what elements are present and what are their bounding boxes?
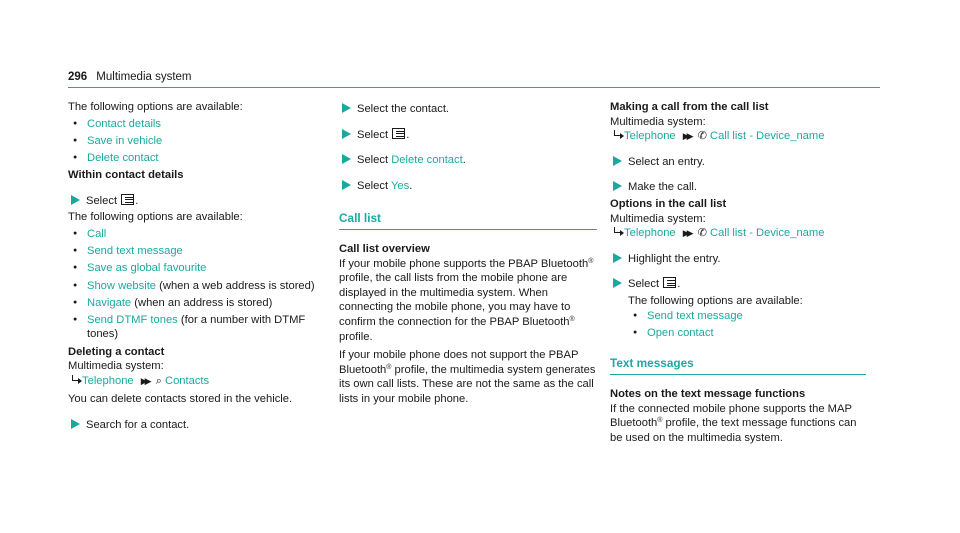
- option-save-in-vehicle[interactable]: ● Save in vehicle: [68, 134, 318, 149]
- option-send-dtmf: [68, 313, 318, 342]
- subheading-call-list-overview: Call list overview: [339, 242, 430, 255]
- path-separator-icon: ▶▶: [140, 375, 149, 386]
- paragraph-1: If your mobile phone supports the PBAP Bluetooth® profile, the call lists from the mobile phone are displayed in the multimedia system. When connecting the mobile phone, you may have to confirm the connection for the PBAP Bluetooth® profile.: [339, 257, 594, 343]
- option-send-text-message[interactable]: ● Send text message: [628, 309, 866, 324]
- path-separator-icon: ▶▶: [682, 131, 691, 142]
- phone-icon: ✆: [697, 227, 707, 240]
- mm-system-label: Multimedia system:: [610, 115, 706, 128]
- option-send-text-message[interactable]: ● Send text message: [68, 244, 318, 259]
- page-header: [68, 70, 880, 88]
- step-select-yes: Select Yes.: [339, 179, 597, 194]
- menu-icon: [663, 277, 676, 288]
- phone-icon: ✆: [697, 130, 707, 143]
- step-arrow-icon: [71, 195, 80, 205]
- step-search: [68, 418, 318, 433]
- delete-contact-link[interactable]: Delete contact: [391, 154, 463, 167]
- step-arrow-icon: [613, 253, 622, 263]
- options-list: [68, 117, 318, 166]
- step-text: Search for a contact.: [86, 419, 190, 432]
- option-send-dtmf-note: (for a number with DTMF tones): [87, 313, 306, 341]
- option-show-website: [68, 279, 318, 294]
- option-contact-details[interactable]: ● Contact details: [68, 117, 318, 132]
- step-arrow-icon: [342, 129, 351, 139]
- path-contacts[interactable]: Contacts: [164, 374, 210, 387]
- column-left: [68, 100, 318, 435]
- step-text: Select: [628, 278, 660, 291]
- column-right: [610, 100, 866, 447]
- page-number: 296: [68, 71, 88, 83]
- step-select-menu: Select .: [339, 128, 597, 143]
- column-middle: [339, 100, 597, 409]
- yes-link[interactable]: Yes: [391, 179, 410, 192]
- menu-path: [610, 129, 866, 144]
- menu-path: [68, 374, 318, 389]
- step-arrow-icon: [613, 278, 622, 288]
- option-navigate-note: (when an address is stored): [131, 296, 273, 309]
- menu-path-2: [610, 226, 866, 241]
- step-text: Select: [86, 194, 118, 207]
- page-title: Multimedia system: [96, 71, 192, 83]
- option-show-website-note: (when a web address is stored): [156, 279, 315, 292]
- delete-note: You can delete contacts stored in the vehicle.: [68, 393, 293, 406]
- step-text: Select: [357, 179, 391, 192]
- step-arrow-icon: [342, 180, 351, 190]
- step-text: Highlight the entry.: [628, 252, 721, 265]
- search-icon: ⌕: [155, 374, 162, 387]
- step-highlight: [610, 252, 866, 267]
- section-text-messages: Text messages: [610, 356, 866, 375]
- subheading-notes-text-message: Notes on the text message functions: [610, 387, 806, 400]
- step-select-menu: Select . The following options are available: ● Send text message ● Open contact: [610, 277, 866, 340]
- step-arrow-icon: [613, 156, 622, 166]
- heading-making-call: Making a call from the call list: [610, 101, 769, 113]
- path-call-list-2[interactable]: Call list - Device_name: [710, 227, 825, 240]
- paragraph-2: If your mobile phone does not support the PBAP Bluetooth® profile, the multimedia system generates its own call lists. These are not the same as the call lists in your mobile phone.: [339, 349, 596, 405]
- path-separator-icon: ▶▶: [682, 228, 691, 239]
- menu-icon: [121, 194, 134, 205]
- step-select-contact: [339, 102, 597, 117]
- intro-text: The following options are available:: [628, 294, 803, 307]
- section-call-list: Call list: [339, 211, 597, 230]
- path-arrow-icon: [614, 130, 620, 136]
- path-telephone[interactable]: Telephone: [82, 374, 134, 387]
- menu-icon: [392, 128, 405, 139]
- path-telephone-2[interactable]: Telephone: [624, 227, 676, 240]
- option-delete-contact[interactable]: ● Delete contact: [68, 151, 318, 166]
- mm-system-label-2: Multimedia system:: [610, 212, 706, 225]
- intro-text-2: The following options are available:: [68, 211, 243, 224]
- path-call-list[interactable]: Call list - Device_name: [710, 130, 825, 143]
- step-text: Select: [357, 154, 392, 167]
- step-select-entry: [610, 155, 866, 170]
- option-send-dtmf-link[interactable]: Send DTMF tones: [87, 313, 178, 326]
- step-select-delete: Select Delete contact.: [339, 153, 597, 168]
- option-show-website-link[interactable]: Show website: [87, 279, 157, 292]
- path-telephone[interactable]: Telephone: [624, 130, 676, 143]
- option-open-contact[interactable]: ● Open contact: [628, 326, 866, 341]
- step-arrow-icon: [71, 419, 80, 429]
- step-text: Select: [357, 128, 389, 141]
- step-arrow-icon: [342, 103, 351, 113]
- options-list-2: [68, 227, 318, 342]
- step-select-menu: Select .: [68, 194, 318, 209]
- mm-system-label: Multimedia system:: [68, 360, 164, 373]
- step-text: Select an entry.: [628, 155, 705, 168]
- intro-text: The following options are available:: [68, 101, 243, 113]
- path-arrow-icon: [72, 375, 78, 381]
- options-list: [628, 309, 866, 341]
- option-navigate: [68, 296, 318, 311]
- option-call[interactable]: ● Call: [68, 227, 318, 242]
- step-arrow-icon: [342, 154, 351, 164]
- paragraph-text-message: If the connected mobile phone supports the MAP Bluetooth® profile, the text message functions can be used on the multimedia system.: [610, 402, 857, 444]
- heading-deleting-contact: Deleting a contact: [68, 345, 165, 358]
- option-save-as-global-favourite[interactable]: ● Save as global favourite: [68, 261, 318, 276]
- step-text: Make the call.: [628, 181, 698, 194]
- path-arrow-icon: [614, 227, 620, 233]
- step-text: Select the contact.: [357, 103, 450, 115]
- step-arrow-icon: [613, 181, 622, 191]
- option-navigate-link[interactable]: Navigate: [87, 296, 132, 309]
- heading-within-contact-details: Within contact details: [68, 169, 184, 182]
- step-make-call: [610, 180, 866, 195]
- heading-options-call-list: Options in the call list: [610, 197, 727, 210]
